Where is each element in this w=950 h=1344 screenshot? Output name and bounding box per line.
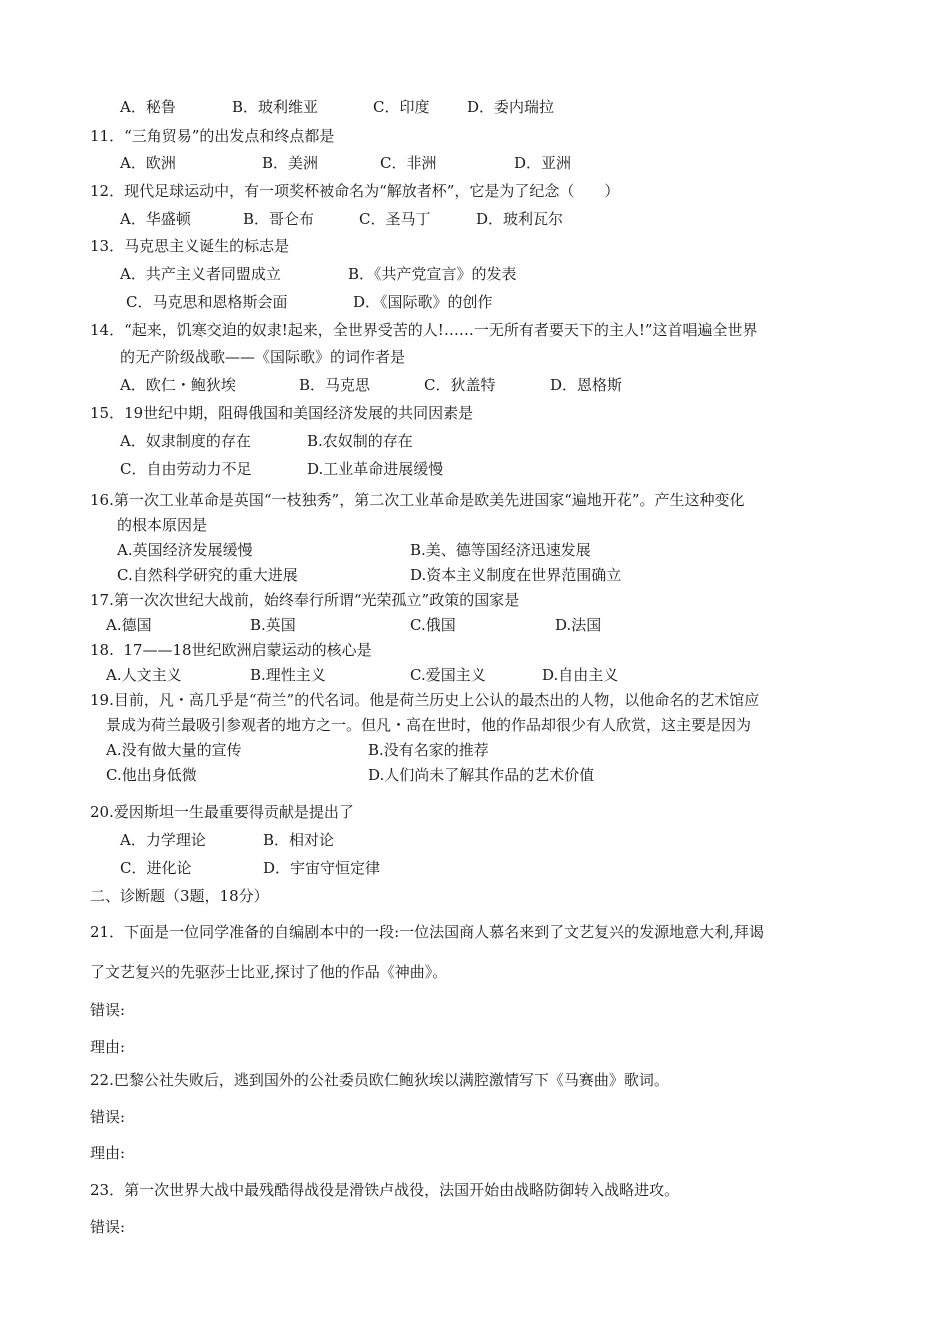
q21-stem-line1: 21．下面是一位同学准备的自编剧本中的一段:一位法国商人慕名来到了文艺复兴的发源地意大利,拜谒 bbox=[90, 923, 764, 941]
q14-option-a: A．欧仁・鲍狄埃 bbox=[120, 376, 236, 394]
q13-stem: 13．马克思主义诞生的标志是 bbox=[90, 237, 290, 255]
q19-option-d: D.人们尚未了解其作品的艺术价值 bbox=[368, 766, 595, 784]
q12-option-d: D．玻利瓦尔 bbox=[476, 210, 564, 228]
q10-option-a: A．秘鲁 bbox=[120, 98, 176, 116]
q12-option-a: A．华盛顿 bbox=[120, 210, 191, 228]
q14-stem-line1: 14．“起来，饥寒交迫的奴隶!起来，全世界受苦的人!……一无所有者要天下的主人!”这首唱遍全世界 bbox=[90, 321, 758, 339]
q23-stem: 23．第一次世界大战中最残酷得战役是滑铁卢战役，法国开始由战略防御转入战略进攻。 bbox=[90, 1181, 680, 1199]
q16-option-a: A.英国经济发展缓慢 bbox=[117, 541, 253, 559]
q11-option-b: B．美洲 bbox=[262, 154, 319, 172]
q16-option-d: D.资本主义制度在世界范围确立 bbox=[410, 566, 622, 584]
q11-option-d: D．亚洲 bbox=[514, 154, 572, 172]
q22-stem: 22.巴黎公社失败后，逃到国外的公社委员欧仁鲍狄埃以满腔激情写下《马赛曲》歌词。 bbox=[90, 1071, 669, 1089]
q14-option-c: C．狄盖特 bbox=[424, 376, 496, 394]
q18-option-d: D.自由主义 bbox=[542, 666, 619, 684]
q15-option-a: A．奴隶制度的存在 bbox=[120, 432, 251, 450]
q15-option-d: D.工业革命进展缓慢 bbox=[307, 460, 444, 478]
q19-option-b: B.没有名家的推荐 bbox=[368, 741, 489, 759]
q18-option-c: C.爱国主义 bbox=[410, 666, 486, 684]
q19-stem-line2: 景成为荷兰最吸引参观者的地方之一。但凡・高在世时，他的作品却很少有人欣赏，这主要是因为 bbox=[106, 716, 752, 734]
q16-option-b: B.美、德等国经济迅速发展 bbox=[410, 541, 591, 559]
q11-stem: 11．“三角贸易”的出发点和终点都是 bbox=[90, 127, 335, 145]
q19-option-c: C.他出身低微 bbox=[106, 766, 197, 784]
q20-option-a: A．力学理论 bbox=[120, 831, 206, 849]
q21-error-label: 错误: bbox=[90, 1001, 126, 1019]
q20-option-d: D．宇宙守恒定律 bbox=[263, 859, 381, 877]
section-heading: 二、诊断题（3题，18分） bbox=[90, 887, 269, 905]
q15-stem: 15．19世纪中期，阻碍俄国和美国经济发展的共同因素是 bbox=[90, 404, 474, 422]
q16-stem-line1: 16.第一次工业革命是英国“一枝独秀”，第二次工业革命是欧美先进国家“遍地开花”。产生这种变化 bbox=[90, 491, 745, 509]
q13-option-c: C．马克思和恩格斯会面 bbox=[126, 293, 288, 311]
q19-option-a: A.没有做大量的宣传 bbox=[106, 741, 242, 759]
q16-option-c: C.自然科学研究的重大进展 bbox=[117, 566, 298, 584]
q21-stem-line2: 了文艺复兴的先驱莎士比亚,探讨了他的作品《神曲》。 bbox=[90, 963, 448, 981]
q13-option-a: A．共产主义者同盟成立 bbox=[120, 265, 281, 283]
q23-error-label: 错误: bbox=[90, 1218, 126, 1236]
q12-option-c: C．圣马丁 bbox=[359, 210, 431, 228]
q20-stem: 20.爱因斯坦一生最重要得贡献是提出了 bbox=[90, 803, 354, 821]
q18-option-b: B.理性主义 bbox=[250, 666, 326, 684]
q10-option-c: C．印度 bbox=[373, 98, 430, 116]
q17-option-c: C.俄国 bbox=[410, 616, 456, 634]
q17-option-b: B.英国 bbox=[250, 616, 296, 634]
q15-option-b: B.农奴制的存在 bbox=[307, 432, 413, 450]
q16-stem-line2: 的根本原因是 bbox=[117, 516, 208, 534]
q14-option-d: D．恩格斯 bbox=[550, 376, 623, 394]
q21-reason-label: 理由: bbox=[90, 1038, 126, 1056]
q12-option-b: B．哥仑布 bbox=[243, 210, 315, 228]
q11-option-c: C．非洲 bbox=[380, 154, 437, 172]
q10-option-b: B．玻利维亚 bbox=[232, 98, 319, 116]
q17-stem: 17.第一次次世纪大战前，始终奉行所谓“光荣孤立”政策的国家是 bbox=[90, 591, 520, 609]
q17-option-d: D.法国 bbox=[555, 616, 602, 634]
q11-option-a: A．欧洲 bbox=[120, 154, 176, 172]
q20-option-c: C．进化论 bbox=[120, 859, 192, 877]
q18-option-a: A.人文主义 bbox=[106, 666, 182, 684]
q17-option-a: A.德国 bbox=[106, 616, 152, 634]
q14-stem-line2: 的无产阶级战歌——《国际歌》的词作者是 bbox=[120, 348, 406, 366]
q18-stem: 18. 17——18世纪欧洲启蒙运动的核心是 bbox=[90, 641, 372, 659]
q22-reason-label: 理由: bbox=[90, 1144, 126, 1162]
q22-error-label: 错误: bbox=[90, 1108, 126, 1126]
q14-option-b: B．马克思 bbox=[299, 376, 371, 394]
q13-option-b: B．《共产党宣言》的发表 bbox=[348, 265, 517, 283]
q10-option-d: D．委内瑞拉 bbox=[467, 98, 555, 116]
q19-stem-line1: 19.目前，凡・高几乎是“荷兰”的代名词。他是荷兰历史上公认的最杰出的人物，以他命名的艺术馆应 bbox=[90, 691, 760, 709]
q12-stem: 12．现代足球运动中，有一项奖杯被命名为“解放者杯”，它是为了纪念（ ） bbox=[90, 182, 620, 200]
q15-option-c: C．自由劳动力不足 bbox=[120, 460, 252, 478]
q20-option-b: B．相对论 bbox=[263, 831, 335, 849]
q13-option-d: D．《国际歌》的创作 bbox=[353, 293, 493, 311]
